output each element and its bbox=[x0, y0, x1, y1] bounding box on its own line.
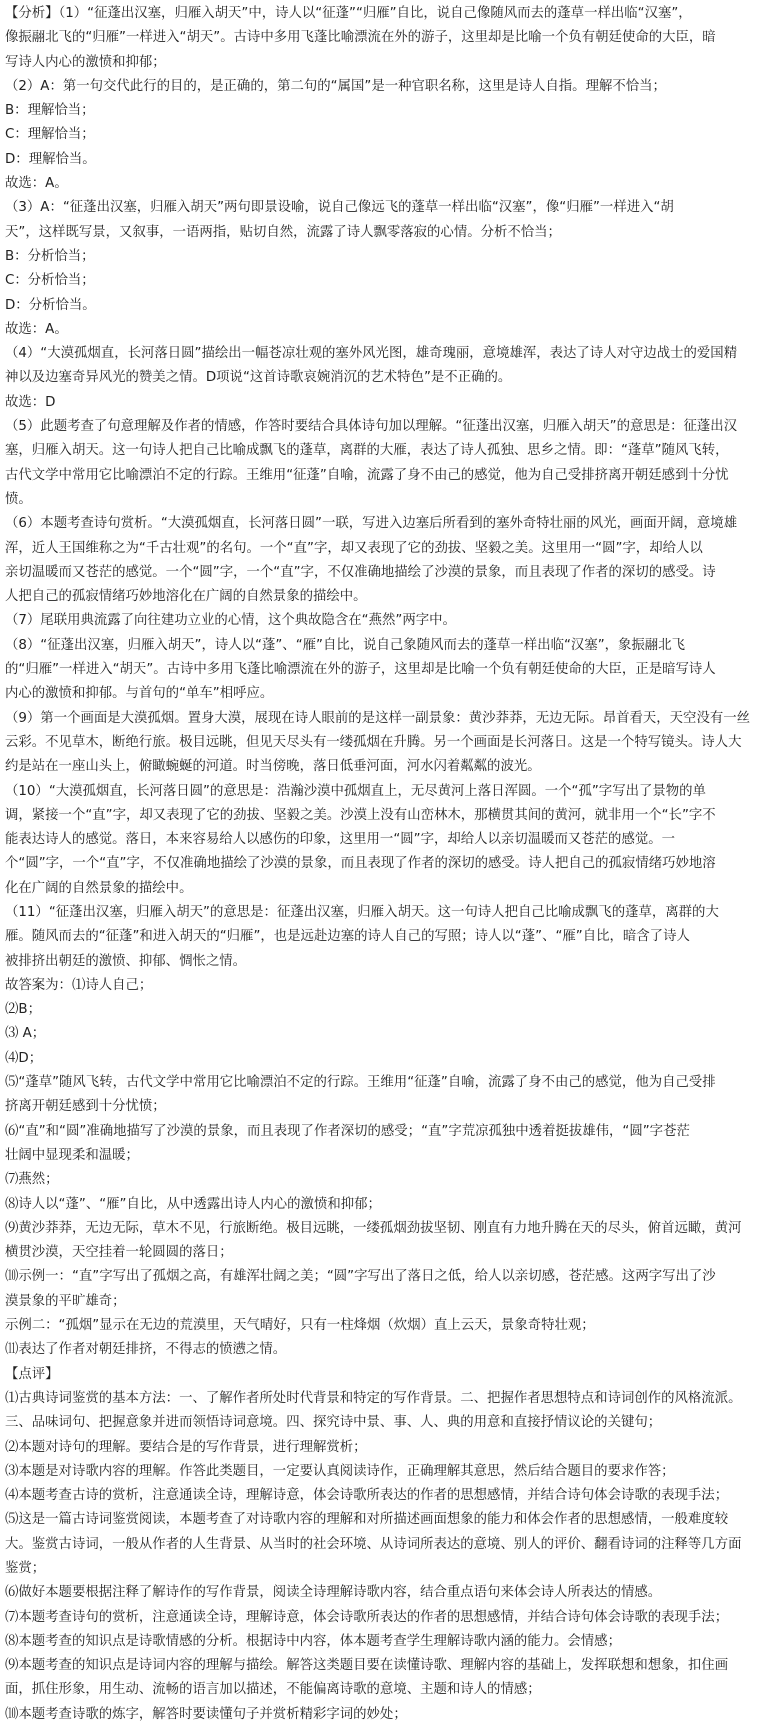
text-line: 约是站在一座山头上，俯瞰蜿蜒的河道。时当傍晚，落日低垂河面，河水闪着粼粼的波光。 bbox=[5, 759, 541, 775]
text-line: 愤。 bbox=[5, 491, 32, 507]
text-line: （4）“大漠孤烟直，长河落日圆”描绘出一幅苍凉壮观的塞外风光图，雄奇瑰丽，意境雄浑，表达了诗人对守边战士的爱国精 bbox=[5, 346, 738, 362]
text-line: 三、品味词句、把握意象并进而领悟诗词意境。四、探究诗中景、事、人、典的用意和直接抒情议论的关键句； bbox=[5, 1415, 662, 1431]
text-line: 神以及边塞奇异风光的赞美之情。D项说“这首诗歌哀婉消沉的艺术特色”是不正确的。 bbox=[5, 370, 512, 386]
text-line: ⑷本题考查古诗的赏析，注意通读全诗，理解诗意，体会诗歌所表达的作者的思想感情，并结合诗句体会诗歌的表现手法； bbox=[5, 1488, 729, 1504]
text-line: ⑹做好本题要根据注释了解诗作的写作背景，阅读全诗理解诗歌内容，结合重点语句来体会诗人所表达的情感。 bbox=[5, 1585, 662, 1601]
text-line: ⑼黄沙莽莽，无边无际，草木不见，行旅断绝。极目远眺，一缕孤烟劲拔坚韧、刚直有力地升腾在天的尽头，俯首远瞰，黄河 bbox=[5, 1220, 742, 1236]
text-line: （9）第一个画面是大漠孤烟。置身大漠，展现在诗人眼前的是这样一副景象：黄沙莽莽，无边无际。昂首看天，天空没有一丝 bbox=[5, 710, 750, 726]
text-line: 大。鉴赏古诗词，一般从作者的人生背景、从当时的社会环境、从诗词所表达的意境、别人的评价、翻看诗词的注释等几方面 bbox=[5, 1536, 742, 1552]
text-line: ⑷D； bbox=[5, 1050, 43, 1066]
text-line: B：理解恰当； bbox=[5, 103, 95, 119]
text-line: ⑽示例一：“直”字写出了孤烟之高，有雄浑壮阔之美；“圆”字写出了落日之低，给人以亲切感，苍茫感。这两字写出了沙 bbox=[5, 1269, 716, 1285]
text-line: （2）A：第一句交代此行的目的，是正确的，第二句的“属国”是一种官职名称，这里是诗人自指。理解不恰当； bbox=[5, 78, 666, 94]
text-line: ⑶ A； bbox=[5, 1026, 46, 1042]
text-line: ⑾表达了作者对朝廷排挤，不得志的愤懑之情。 bbox=[5, 1342, 287, 1358]
text-line: 【点评】 bbox=[5, 1366, 59, 1382]
text-line: 个“圆”字，一个“直”字，不仅准确地描绘了沙漠的景象，而且表现了作者的深切的感受。诗人把自己的孤寂情绪巧妙地溶 bbox=[5, 856, 716, 872]
text-line: 示例二：“孤烟”显示在无边的荒漠里，天气晴好，只有一柱烽烟（炊烟）直上云天，景象奇特壮观； bbox=[5, 1318, 595, 1334]
text-line: ⑶本题是对诗歌内容的理解。作答此类题目，一定要认真阅读诗作，正确理解其意思，然后结合题目的要求作答； bbox=[5, 1463, 675, 1479]
text-line: ⑴古典诗词鉴赏的基本方法：一、了解作者所处时代背景和特定的写作背景。二、把握作者思想特点和诗词创作的风格流派。 bbox=[5, 1390, 742, 1406]
text-line: 横贯沙漠，天空挂着一轮圆圆的落日； bbox=[5, 1245, 233, 1261]
text-line: 被排挤出朝廷的激愤、抑郁、惆怅之情。 bbox=[5, 953, 247, 969]
text-line: 【分析】（1）“征蓬出汉塞，归雁入胡天”中，诗人以“征蓬”“归雁”自比，说自己像随风而去的蓬草一样出临“汉塞”， bbox=[5, 6, 692, 21]
text-line: 挤离开朝廷感到十分忧愤； bbox=[5, 1099, 166, 1115]
text-line: 内心的激愤和抑郁。与首句的“单车”相呼应。 bbox=[5, 686, 274, 702]
text-line: 人把自己的孤寂情绪巧妙地溶化在广阔的自然景象的描绘中。 bbox=[5, 589, 367, 605]
text-line: 漠景象的平旷雄奇； bbox=[5, 1293, 126, 1309]
text-line: 故选：D bbox=[5, 394, 56, 410]
text-line: 古代文学中常用它比喻漂泊不定的行踪。王维用“征蓬”自喻，流露了身不由己的感觉，他为自己受排挤离开朝廷感到十分忧 bbox=[5, 467, 729, 483]
text-line: 故选：A。 bbox=[5, 321, 68, 337]
text-line: ⑵本题对诗句的理解。要结合是的写作背景，进行理解赏析； bbox=[5, 1439, 367, 1455]
text-line: ⑵B； bbox=[5, 1002, 41, 1018]
text-line: 的“归雁”一样进入“胡天”。古诗中多用飞蓬比喻漂流在外的游子，这里却是比喻一个负有朝廷使命的大臣，正是暗写诗人 bbox=[5, 662, 716, 678]
text-line: C：分析恰当； bbox=[5, 273, 95, 289]
text-line: 写诗人内心的激愤和抑郁； bbox=[5, 54, 166, 70]
text-line: 面，抓住形象，用生动、流畅的语言加以描述，不能偏离诗歌的意境、主题和诗人的情感； bbox=[5, 1682, 541, 1698]
text-line: 壮阔中显现柔和温暖； bbox=[5, 1147, 139, 1163]
text-line: （10）“大漠孤烟直，长河落日圆”的意思是：浩瀚沙漠中孤烟直上，无尽黄河上落日浑圆。一个“孤”字写出了景物的单 bbox=[5, 783, 706, 799]
text-line: ⑸这是一篇古诗词鉴赏阅读，本题考查了对诗歌内容的理解和对所描述画面想象的能力和体会作者的思想感情，一般难度较 bbox=[5, 1512, 729, 1528]
text-line: （3）A：“征蓬出汉塞，归雁入胡天”两句即景设喻，说自己像远飞的蓬草一样出临“汉塞”，像“归雁”一样进入“胡 bbox=[5, 200, 674, 216]
text-line: C：理解恰当； bbox=[5, 127, 95, 143]
text-line: ⑻本题考查的知识点是诗歌情感的分析。根据诗中内容，体本题考查学生理解诗歌内涵的能力。会情感； bbox=[5, 1633, 621, 1649]
text-line: ⑼本题考查的知识点是诗词内容的理解与描绘。解答这类题目要在读懂诗歌、理解内容的基础上，发挥联想和想象，扣住画 bbox=[5, 1658, 729, 1674]
text-line: （5）此题考查了句意理解及作者的情感，作答时要结合具体诗句加以理解。“征蓬出汉塞，归雁入胡天”的意思是：征蓬出汉 bbox=[5, 419, 738, 435]
text-line: 塞，归雁入胡天。这一句诗人把自己比喻成飘飞的蓬草，离群的大雁，表达了诗人孤独、思乡之情。即：“蓬草”随风飞转， bbox=[5, 443, 729, 459]
text-line: 像振翮北飞的“归雁”一样进入“胡天”。古诗中多用飞蓬比喻漂流在外的游子，这里却是比喻一个负有朝廷使命的大臣，暗 bbox=[5, 30, 716, 46]
text-line: ⑹“直”和“圆”准确地描写了沙漠的景象，而且表现了作者深切的感受；“直”字荒凉孤独中透着挺拔雄伟，“圆”字苍茫 bbox=[5, 1123, 690, 1139]
text-line: ⑺本题考查诗句的赏析，注意通读全诗，理解诗意，体会诗歌所表达的作者的思想感情，并结合诗句体会诗歌的表现手法； bbox=[5, 1609, 729, 1625]
text-line: 能表达诗人的感觉。落日，本来容易给人以感伤的印象，这里用一“圆”字，却给人以亲切温暖而又苍茫的感觉。一 bbox=[5, 832, 676, 848]
text-line: 化在广阔的自然景象的描绘中。 bbox=[5, 880, 193, 896]
text-line: 调，紧接一个“直”字，却又表现了它的劲拔、坚毅之美。沙漠上没有山峦林木，那横贯其间的黄河，就非用一个“长”字不 bbox=[5, 807, 716, 823]
text-line: 故选：A。 bbox=[5, 176, 68, 192]
text-line: （7）尾联用典流露了向往建功立业的心情，这个典故隐含在“燕然”两字中。 bbox=[5, 613, 456, 629]
text-line: （11）“征蓬出汉塞，归雁入胡天”的意思是：征蓬出汉塞，归雁入胡天。这一句诗人把自己比喻成飘飞的蓬草，离群的大 bbox=[5, 904, 719, 920]
text-line: 鉴赏； bbox=[5, 1561, 46, 1576]
text-line: 雁。随风而去的“征蓬”和进入胡天的“归雁”，也是远赴边塞的诗人自己的写照；诗人以“蓬”、“雁”自比，暗含了诗人 bbox=[5, 929, 690, 945]
answer-analysis-document bbox=[5, 2, 775, 1727]
text-line: 亲切温暖而又苍茫的感觉。一个“圆”字，一个“直”字，不仅准确地描绘了沙漠的景象，而且表现了作者的深切的感受。诗 bbox=[5, 564, 716, 580]
text-line: ⑽本题考查诗歌的炼字，解答时要读懂句子并赏析精彩字词的妙处； bbox=[5, 1706, 407, 1722]
text-line: ⑻诗人以“蓬”、“雁”自比，从中透露出诗人内心的激愤和抑郁； bbox=[5, 1196, 381, 1212]
text-line: 天”，这样既写景，又叙事，一语两指，贴切自然，流露了诗人飘零落寂的心情。分析不恰当； bbox=[5, 224, 561, 240]
text-line: 故答案为：⑴诗人自己； bbox=[5, 977, 153, 993]
text-line: 云彩。不见草木，断绝行旅。极目远眺，但见天尽头有一缕孤烟在升腾。另一个画面是长河落日。这是一个特写镜头。诗人大 bbox=[5, 734, 742, 750]
text-line: D：分析恰当。 bbox=[5, 297, 96, 313]
text-line: （6）本题考查诗句赏析。“大漠孤烟直，长河落日圆”一联，写进入边塞后所看到的塞外奇特壮丽的风光，画面开阔，意境雄 bbox=[5, 516, 738, 532]
text-line: B：分析恰当； bbox=[5, 248, 95, 264]
text-line: ⑸“蓬草”随风飞转，古代文学中常用它比喻漂泊不定的行踪。王维用“征蓬”自喻，流露了身不由己的感觉，他为自己受排 bbox=[5, 1075, 716, 1091]
text-line: ⑺燕然； bbox=[5, 1172, 59, 1188]
text-line: 浑，近人王国维称之为“千古壮观”的名句。一个“直”字，却又表现了它的劲拔、坚毅之美。这里用一“圆”字，却给人以 bbox=[5, 540, 703, 556]
text-line: D：理解恰当。 bbox=[5, 151, 96, 167]
text-line: （8）“征蓬出汉塞，归雁入胡天”，诗人以“蓬”、“雁”自比，说自己象随风而去的蓬草一样出临“汉塞”，象振翮北飞 bbox=[5, 637, 685, 653]
